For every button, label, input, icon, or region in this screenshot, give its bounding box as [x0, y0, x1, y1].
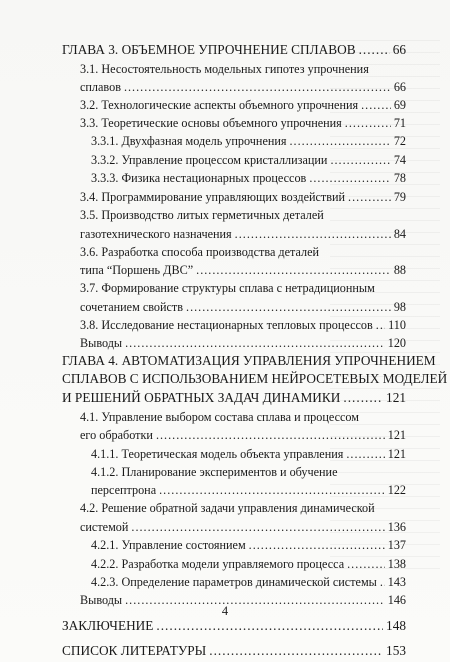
toc-entry-page: 79: [393, 190, 406, 204]
toc-entry-title: 3.2. Технологические аспекты объемного упрочнения: [80, 98, 359, 112]
toc-entry-title: ЗАКЛЮЧЕНИЕ: [62, 618, 154, 633]
toc-entry-title: 4.1.1. Теоретическая модель объекта управления: [91, 447, 344, 461]
dot-leader: [156, 618, 383, 634]
toc-entry: [62, 388, 406, 406]
toc-entry-page: 69: [393, 98, 406, 112]
toc-entry-title: 3.3.1. Двухфазная модель упрочнения: [91, 134, 287, 148]
toc-entry: [80, 333, 406, 351]
toc-entry-page: 66: [393, 80, 406, 94]
toc-entry: [80, 517, 406, 535]
toc-entry: [91, 131, 406, 149]
toc-entry-title: 3.4. Программирование управляющих воздействий: [80, 190, 346, 204]
dot-leader: [196, 263, 391, 278]
toc-entry-page: 122: [387, 483, 406, 497]
toc-entry: [91, 480, 406, 498]
toc-entry-title: сплавов: [80, 80, 121, 94]
toc-entry: [80, 407, 406, 425]
toc-entry: [91, 554, 406, 572]
toc-entry: [80, 113, 406, 131]
toc-entry-title: 3.7. Формирование структуры сплава с нетрадиционным: [80, 281, 375, 295]
toc-entry-page: 84: [393, 227, 406, 241]
dot-leader: [330, 153, 390, 168]
dot-leader: [131, 520, 384, 535]
toc-entry-title: Выводы: [80, 336, 123, 350]
toc-entry-page: 98: [393, 300, 406, 314]
toc-entry-page: 121: [387, 428, 406, 442]
toc-entry: [62, 369, 448, 387]
toc-entry: [80, 315, 406, 333]
dot-leader: [235, 227, 391, 242]
toc-entry-page: 146: [387, 593, 406, 607]
toc-entry: [91, 572, 406, 590]
toc-entry-title: 3.3. Теоретические основы объемного упрочнения: [80, 116, 342, 130]
dot-leader: [125, 336, 385, 351]
toc-entry: [80, 297, 406, 315]
toc-entry: [80, 242, 406, 260]
toc-entry-title: 4.2. Решение обратной задачи управления динамической: [80, 501, 375, 515]
toc-entry: [80, 224, 406, 242]
toc-entry-page: 78: [393, 171, 406, 185]
toc-entry-title: 4.2.2. Разработка модели управляемого процесса: [91, 557, 345, 571]
toc-entry: [80, 59, 406, 77]
page-number: 4: [221, 604, 229, 618]
toc-entry: [80, 425, 406, 443]
toc-entry-page: 143: [387, 575, 406, 589]
toc-entry-title: 3.1. Несостоятельность модельных гипотез упрочнения: [80, 62, 369, 76]
dot-leader: [380, 575, 385, 590]
toc-entry-title: ГЛАВА 3. ОБЪЕМНОЕ УПРОЧНЕНИЕ СПЛАВОВ: [62, 42, 356, 57]
toc-entry-page: 136: [387, 520, 406, 534]
toc-entry-page: 121: [387, 447, 406, 461]
toc-entry: [91, 462, 406, 480]
toc-entry: [91, 150, 406, 168]
toc-entry-title: 3.3.2. Управление процессом кристаллизации: [91, 153, 328, 167]
toc-entry-page: 153: [386, 643, 406, 658]
toc-entry-title: 4.2.3. Определение параметров динамической системы: [91, 575, 377, 589]
dot-leader: [348, 190, 391, 205]
dot-leader: [343, 390, 383, 406]
toc-entry-title: Выводы: [80, 593, 123, 607]
toc-entry-page: 110: [388, 318, 406, 332]
dot-leader: [376, 318, 385, 333]
toc-entry-title: персептрона: [91, 483, 157, 497]
dot-leader: [186, 300, 391, 315]
dot-leader: [346, 447, 384, 462]
toc-entry-title: СПИСОК ЛИТЕРАТУРЫ: [62, 643, 207, 658]
toc-entry-title: 4.1.2. Планирование экспериментов и обучение: [91, 465, 338, 479]
toc-entry: [80, 278, 406, 296]
toc-entry-page: 74: [393, 153, 406, 167]
toc-entry-title: его обработки: [80, 428, 153, 442]
toc-entry-title: газотехнического назначения: [80, 227, 232, 241]
dot-leader: [345, 116, 391, 131]
toc-entry: [91, 535, 406, 553]
toc-entry: [62, 40, 406, 58]
toc-entry-title: 3.6. Разработка способа производства деталей: [80, 245, 320, 259]
toc-entry-title: ГЛАВА 4. АВТОМАТИЗАЦИЯ УПРАВЛЕНИЯ УПРОЧНЕНИЕМ: [62, 353, 436, 368]
toc-entry: [80, 95, 406, 113]
toc-entry-title: системой: [80, 520, 129, 534]
toc-entry: [62, 641, 406, 659]
toc-entry: [80, 260, 406, 278]
dot-leader: [249, 538, 385, 553]
toc-entry-title: типа “Поршень ДВС”: [80, 263, 194, 277]
dot-leader: [159, 483, 385, 498]
dot-leader: [359, 42, 390, 58]
toc-entry-page: 121: [386, 390, 406, 405]
toc-entry: [91, 444, 406, 462]
toc-entry-page: 71: [393, 116, 406, 130]
toc-entry-page: 66: [392, 42, 406, 57]
toc-entry: [80, 498, 406, 516]
toc-entry-page: 137: [387, 538, 406, 552]
toc-entry-page: 72: [393, 134, 406, 148]
toc-entry-title: 3.3.3. Физика нестационарных процессов: [91, 171, 307, 185]
toc-entry-title: 3.8. Исследование нестационарных тепловых процессов: [80, 318, 373, 332]
toc-entry: [80, 77, 406, 95]
toc-entry-title: 3.5. Производство литых герметичных деталей: [80, 208, 324, 222]
toc-entry-page: 148: [386, 618, 406, 633]
toc-entry: [91, 168, 406, 186]
toc-entry: [80, 205, 406, 223]
dot-leader: [209, 643, 383, 659]
toc-entry-page: 138: [387, 557, 406, 571]
toc-entry-title: сочетанием свойств: [80, 300, 184, 314]
dot-leader: [124, 80, 391, 95]
toc-entry: [62, 351, 436, 369]
toc-entry-title: И РЕШЕНИЙ ОБРАТНЫХ ЗАДАЧ ДИНАМИКИ: [62, 390, 341, 405]
toc-entry-page: 88: [393, 263, 406, 277]
dot-leader: [156, 428, 385, 443]
dot-leader: [309, 171, 391, 186]
dot-leader: [290, 134, 391, 149]
toc-entry-title: 4.1. Управление выбором состава сплава и процессом: [80, 410, 359, 424]
toc-entry: [80, 187, 406, 205]
toc-entry-page: 120: [387, 336, 406, 350]
dot-leader: [361, 98, 391, 113]
toc-entry-title: 4.2.1. Управление состоянием: [91, 538, 246, 552]
dot-leader: [347, 557, 385, 572]
toc-entry-title: СПЛАВОВ С ИСПОЛЬЗОВАНИЕМ НЕЙРОСЕТЕВЫХ МОДЕЛЕЙ: [62, 371, 448, 386]
